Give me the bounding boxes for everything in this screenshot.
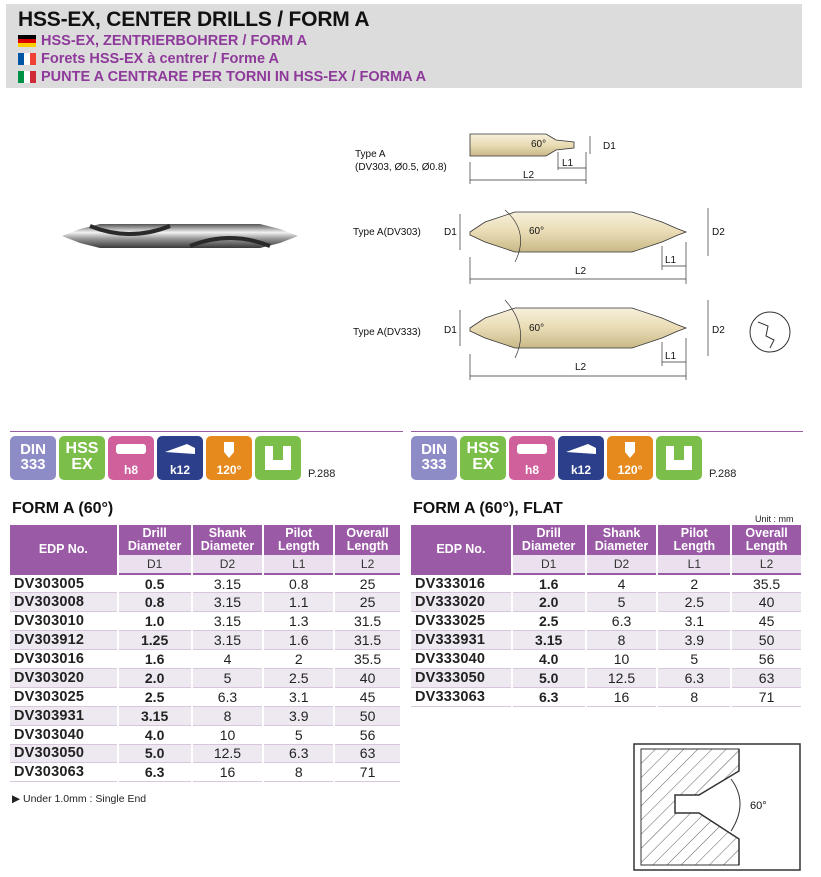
overall-length-cell: 45 xyxy=(731,612,802,631)
drill-diameter-cell: 4.0 xyxy=(118,725,192,744)
sym-d2: D2 xyxy=(586,555,658,574)
icon-bar-left xyxy=(10,431,403,485)
drill-diameter-cell: 2.0 xyxy=(512,593,586,612)
pilot-length-cell: 3.9 xyxy=(657,631,731,650)
table-row xyxy=(10,574,401,593)
edp-cell: DV303020 xyxy=(10,668,118,687)
shank-diameter-cell: 6.3 xyxy=(586,612,658,631)
page-reference[interactable]: P.288 xyxy=(308,468,336,480)
shank-diameter-cell: 16 xyxy=(586,687,658,706)
table-row xyxy=(411,574,802,593)
detail-angle-label: 60° xyxy=(750,800,767,812)
german-flag-icon xyxy=(18,35,36,47)
edp-cell: DV303010 xyxy=(10,612,118,631)
edp-cell: DV303050 xyxy=(10,744,118,763)
table-row xyxy=(10,668,401,687)
pilot-length-cell: 5 xyxy=(657,650,731,669)
drill-diameter-cell: 5.0 xyxy=(118,744,192,763)
col-drill: Drill Diameter xyxy=(118,525,192,555)
form-a-flat-title: FORM A (60°), FLAT xyxy=(413,500,563,517)
drill-diameter-cell: 3.15 xyxy=(118,706,192,725)
shank-diameter-cell: 10 xyxy=(586,650,658,669)
unit-label: Unit : mm xyxy=(755,514,794,524)
sym-d1: D1 xyxy=(118,555,192,574)
d1-label-2: D1 xyxy=(444,227,457,238)
drill-diameter-cell: 2.5 xyxy=(512,612,586,631)
table-row xyxy=(10,706,401,725)
drill-diameter-cell: 1.25 xyxy=(118,631,192,650)
col-overall: Overall Length xyxy=(334,525,401,555)
overall-length-cell: 50 xyxy=(334,706,401,725)
type-a-sub-label: (DV303, Ø0.5, Ø0.8) xyxy=(355,162,447,173)
overall-length-cell: 56 xyxy=(731,650,802,669)
d1-label-1: D1 xyxy=(603,141,616,152)
french-flag-icon xyxy=(18,53,36,65)
sym-l1: L1 xyxy=(263,555,334,574)
col-edp: EDP No. xyxy=(10,525,118,574)
drill-diameter-cell: 5.0 xyxy=(512,668,586,687)
col-shank: Shank Diameter xyxy=(192,525,264,555)
overall-length-cell: 40 xyxy=(334,668,401,687)
point-angle-icon: 120° xyxy=(607,436,653,480)
edp-cell: DV333050 xyxy=(411,668,512,687)
d2-label-3: D2 xyxy=(712,325,725,336)
type-dv333-label: Type A(DV333) xyxy=(353,327,421,338)
drill-diameter-cell: 1.6 xyxy=(118,650,192,669)
sym-d1: D1 xyxy=(512,555,586,574)
edp-cell: DV303063 xyxy=(10,763,118,782)
icon-bar-right xyxy=(411,431,803,485)
edp-cell: DV303912 xyxy=(10,631,118,650)
edp-cell: DV303931 xyxy=(10,706,118,725)
overall-length-cell: 35.5 xyxy=(334,650,401,669)
pilot-length-cell: 8 xyxy=(657,687,731,706)
col-pilot: Pilot Length xyxy=(263,525,334,555)
single-end-note xyxy=(12,793,146,805)
din-icon: DIN 333 xyxy=(411,436,457,480)
edp-cell: DV303040 xyxy=(10,725,118,744)
subtitle-de-text: HSS-EX, ZENTRIERBOHRER / FORM A xyxy=(41,33,308,49)
shank-diameter-cell: 4 xyxy=(192,650,264,669)
l2-label-2: L2 xyxy=(575,266,587,277)
edp-cell: DV303008 xyxy=(10,593,118,612)
d1-label-3: D1 xyxy=(444,325,457,336)
pilot-length-cell: 3.9 xyxy=(263,706,334,725)
table-row xyxy=(10,631,401,650)
hss-ex-icon: HSS EX xyxy=(460,436,506,480)
page-header xyxy=(6,4,802,88)
table-row xyxy=(411,650,802,669)
d2-label-2: D2 xyxy=(712,227,725,238)
hole-type-icon xyxy=(656,436,702,480)
l2-label-1: L2 xyxy=(523,170,535,181)
drill-diameter-cell: 0.5 xyxy=(118,574,192,593)
l1-label-3: L1 xyxy=(665,351,677,362)
col-overall: Overall Length xyxy=(731,525,802,555)
edp-cell: DV333063 xyxy=(411,687,512,706)
drill-diameter-cell: 2.5 xyxy=(118,687,192,706)
center-hole-detail xyxy=(633,743,801,871)
overall-length-cell: 40 xyxy=(731,593,802,612)
pilot-length-cell: 2.5 xyxy=(263,668,334,687)
pilot-length-cell: 2 xyxy=(263,650,334,669)
subtitle-it xyxy=(18,69,426,85)
col-drill: Drill Diameter xyxy=(512,525,586,555)
edp-cell: DV333040 xyxy=(411,650,512,669)
drill-diameter-cell: 3.15 xyxy=(512,631,586,650)
angle-label-2: 60° xyxy=(529,226,545,237)
drill-diameter-cell: 0.8 xyxy=(118,593,192,612)
h8-tolerance-icon: h8 xyxy=(509,436,555,480)
point-angle-icon: 120° xyxy=(206,436,252,480)
drill-diameter-cell: 1.0 xyxy=(118,612,192,631)
overall-length-cell: 71 xyxy=(731,687,802,706)
subtitle-fr-text: Forets HSS-EX à centrer / Forme A xyxy=(41,51,279,67)
overall-length-cell: 63 xyxy=(334,744,401,763)
shank-diameter-cell: 12.5 xyxy=(192,744,264,763)
subtitle-fr xyxy=(18,51,279,67)
shank-diameter-cell: 4 xyxy=(586,574,658,593)
pilot-length-cell: 1.3 xyxy=(263,612,334,631)
table-row xyxy=(10,763,401,782)
table-row xyxy=(10,650,401,669)
drill-diameter-cell: 4.0 xyxy=(512,650,586,669)
edp-cell: DV333931 xyxy=(411,631,512,650)
shank-diameter-cell: 3.15 xyxy=(192,593,264,612)
l1-label-1: L1 xyxy=(562,158,574,169)
shank-diameter-cell: 12.5 xyxy=(586,668,658,687)
pilot-length-cell: 2 xyxy=(657,574,731,593)
l1-label-2: L1 xyxy=(665,255,677,266)
pilot-length-cell: 1.1 xyxy=(263,593,334,612)
overall-length-cell: 35.5 xyxy=(731,574,802,593)
shank-diameter-cell: 5 xyxy=(192,668,264,687)
overall-length-cell: 71 xyxy=(334,763,401,782)
shank-diameter-cell: 8 xyxy=(586,631,658,650)
page-reference[interactable]: P.288 xyxy=(709,468,737,480)
overall-length-cell: 50 xyxy=(731,631,802,650)
edp-cell: DV303005 xyxy=(10,574,118,593)
table-row xyxy=(411,687,802,706)
table-row xyxy=(411,593,802,612)
col-shank: Shank Diameter xyxy=(586,525,658,555)
pilot-length-cell: 5 xyxy=(263,725,334,744)
pilot-length-cell: 3.1 xyxy=(657,612,731,631)
overall-length-cell: 45 xyxy=(334,687,401,706)
drill-diameter-cell: 6.3 xyxy=(512,687,586,706)
table-row xyxy=(411,668,802,687)
sym-l2: L2 xyxy=(731,555,802,574)
col-pilot: Pilot Length xyxy=(657,525,731,555)
drill-diameter-cell: 6.3 xyxy=(118,763,192,782)
angle-label-3: 60° xyxy=(529,323,545,334)
shank-diameter-cell: 16 xyxy=(192,763,264,782)
col-edp: EDP No. xyxy=(411,525,512,574)
pilot-length-cell: 0.8 xyxy=(263,574,334,593)
angle-label-1: 60° xyxy=(531,139,547,150)
form-a-flat-table xyxy=(411,525,803,707)
din-icon: DIN 333 xyxy=(10,436,56,480)
page-title: HSS-EX, CENTER DRILLS / FORM A xyxy=(18,8,370,31)
sym-l2: L2 xyxy=(334,555,401,574)
edp-cell: DV333025 xyxy=(411,612,512,631)
drill-photo xyxy=(60,212,300,260)
drill-diameter-cell: 1.6 xyxy=(512,574,586,593)
overall-length-cell: 31.5 xyxy=(334,612,401,631)
hole-type-icon xyxy=(255,436,301,480)
k12-tolerance-icon: k12 xyxy=(157,436,203,480)
table-row xyxy=(10,612,401,631)
edp-cell: DV303025 xyxy=(10,687,118,706)
form-a-title: FORM A (60°) xyxy=(12,500,114,517)
triangle-bullet-icon: ▶ xyxy=(12,793,21,805)
shank-diameter-cell: 8 xyxy=(192,706,264,725)
shank-diameter-cell: 3.15 xyxy=(192,574,264,593)
shank-diameter-cell: 6.3 xyxy=(192,687,264,706)
shank-diameter-cell: 5 xyxy=(586,593,658,612)
shank-diameter-cell: 10 xyxy=(192,725,264,744)
drill-diameter-cell: 2.0 xyxy=(118,668,192,687)
h8-tolerance-icon: h8 xyxy=(108,436,154,480)
shank-diameter-cell: 3.15 xyxy=(192,612,264,631)
pilot-length-cell: 1.6 xyxy=(263,631,334,650)
shank-diameter-cell: 3.15 xyxy=(192,631,264,650)
pilot-length-cell: 3.1 xyxy=(263,687,334,706)
subtitle-de xyxy=(18,33,307,49)
table-row xyxy=(10,593,401,612)
sym-d2: D2 xyxy=(192,555,264,574)
table-row xyxy=(10,744,401,763)
table-row xyxy=(10,725,401,744)
type-dv303-label: Type A(DV303) xyxy=(353,227,421,238)
italian-flag-icon xyxy=(18,71,36,83)
type-a-label: Type A xyxy=(355,149,386,160)
hss-ex-icon: HSS EX xyxy=(59,436,105,480)
pilot-length-cell: 2.5 xyxy=(657,593,731,612)
table-row xyxy=(10,687,401,706)
l2-label-3: L2 xyxy=(575,362,587,373)
overall-length-cell: 56 xyxy=(334,725,401,744)
table-row xyxy=(411,631,802,650)
note-text: Under 1.0mm : Single End xyxy=(23,793,147,805)
edp-cell: DV333016 xyxy=(411,574,512,593)
subtitle-it-text: PUNTE A CENTRARE PER TORNI IN HSS-EX / FORMA A xyxy=(41,69,427,85)
overall-length-cell: 25 xyxy=(334,593,401,612)
pilot-length-cell: 8 xyxy=(263,763,334,782)
edp-cell: DV303016 xyxy=(10,650,118,669)
sym-l1: L1 xyxy=(657,555,731,574)
pilot-length-cell: 6.3 xyxy=(657,668,731,687)
overall-length-cell: 25 xyxy=(334,574,401,593)
edp-cell: DV333020 xyxy=(411,593,512,612)
form-a-table xyxy=(10,525,402,782)
overall-length-cell: 31.5 xyxy=(334,631,401,650)
table-row xyxy=(411,612,802,631)
pilot-length-cell: 6.3 xyxy=(263,744,334,763)
k12-tolerance-icon: k12 xyxy=(558,436,604,480)
overall-length-cell: 63 xyxy=(731,668,802,687)
